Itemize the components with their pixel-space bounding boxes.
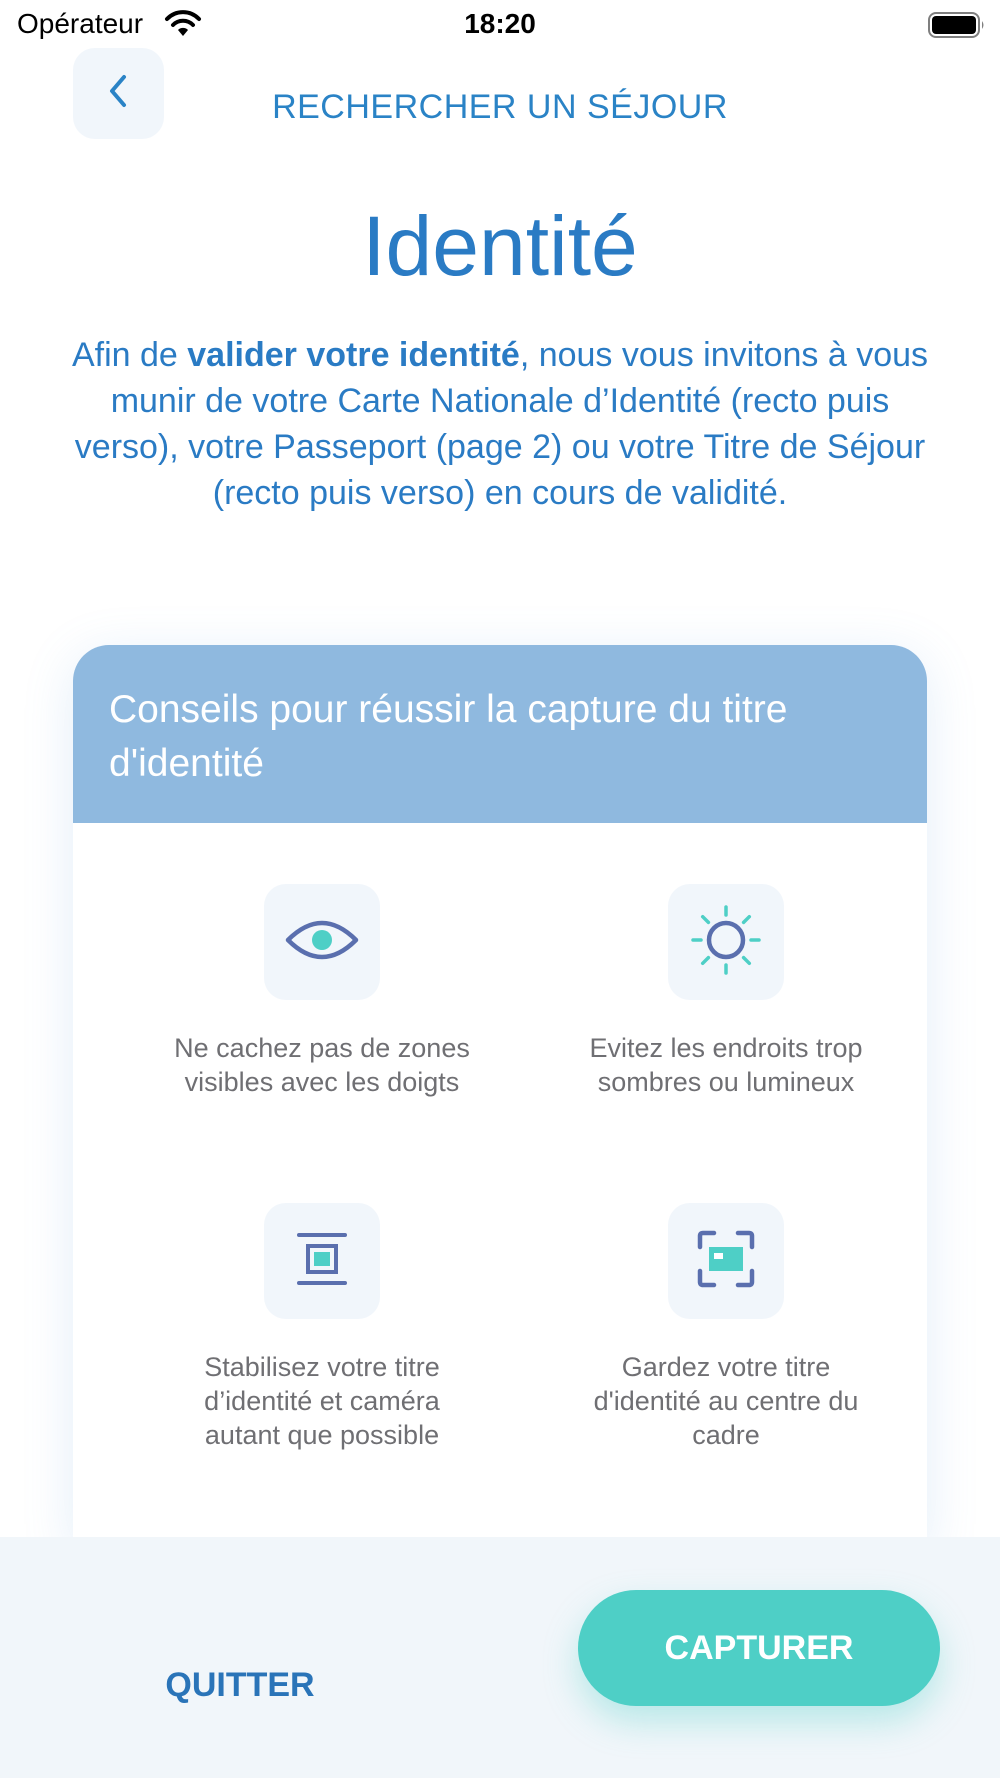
footer-bar — [0, 1537, 1000, 1778]
tip-icon-box — [264, 884, 380, 1000]
carrier-name: Opérateur — [17, 8, 144, 39]
frame-center-icon — [696, 1229, 756, 1294]
intro-bold: valider votre identité — [187, 336, 520, 374]
tip-item-center — [576, 1203, 876, 1452]
clock: 18:20 — [464, 8, 536, 39]
page-title: Identité — [362, 199, 638, 293]
tips-card-header — [73, 645, 927, 823]
tips-card-title: Conseils pour réussir la capture du titre d'identité — [109, 688, 788, 785]
tip-text: Evitez les endroits trop sombres ou lumineux — [589, 1033, 863, 1097]
tip-text: Ne cachez pas de zones visibles avec les doigts — [174, 1033, 470, 1097]
sun-icon — [691, 905, 761, 980]
quit-button[interactable]: QUITTER — [165, 1665, 315, 1704]
tip-item-fingers — [172, 884, 472, 1099]
tip-item-stabilize — [172, 1203, 472, 1452]
tip-text: Gardez votre titre d'identité au centre du cadre — [593, 1352, 859, 1450]
intro-suffix: , nous vous invitons à vous munir de votre Carte Nationale d’Identité (recto puis verso), votre Passeport (page 2) ou votre Titre de Séjour (recto puis verso) en cours de validité. — [74, 336, 929, 512]
stabilize-icon — [296, 1231, 348, 1292]
tip-icon-box — [668, 1203, 784, 1319]
eye-icon — [284, 912, 360, 973]
status-bar — [0, 0, 1000, 50]
capture-button[interactable]: CAPTURER — [578, 1590, 940, 1706]
intro-prefix: Afin de — [71, 336, 188, 374]
header-title: RECHERCHER UN SÉJOUR — [272, 88, 728, 126]
tip-icon-box — [264, 1203, 380, 1319]
tips-card — [73, 645, 927, 1545]
tip-text: Stabilisez votre titre d’identité et caméra autant que possible — [204, 1352, 440, 1450]
tip-item-lighting — [576, 884, 876, 1099]
battery-icon — [928, 12, 986, 38]
tip-icon-box — [668, 884, 784, 1000]
intro-text — [70, 332, 930, 516]
